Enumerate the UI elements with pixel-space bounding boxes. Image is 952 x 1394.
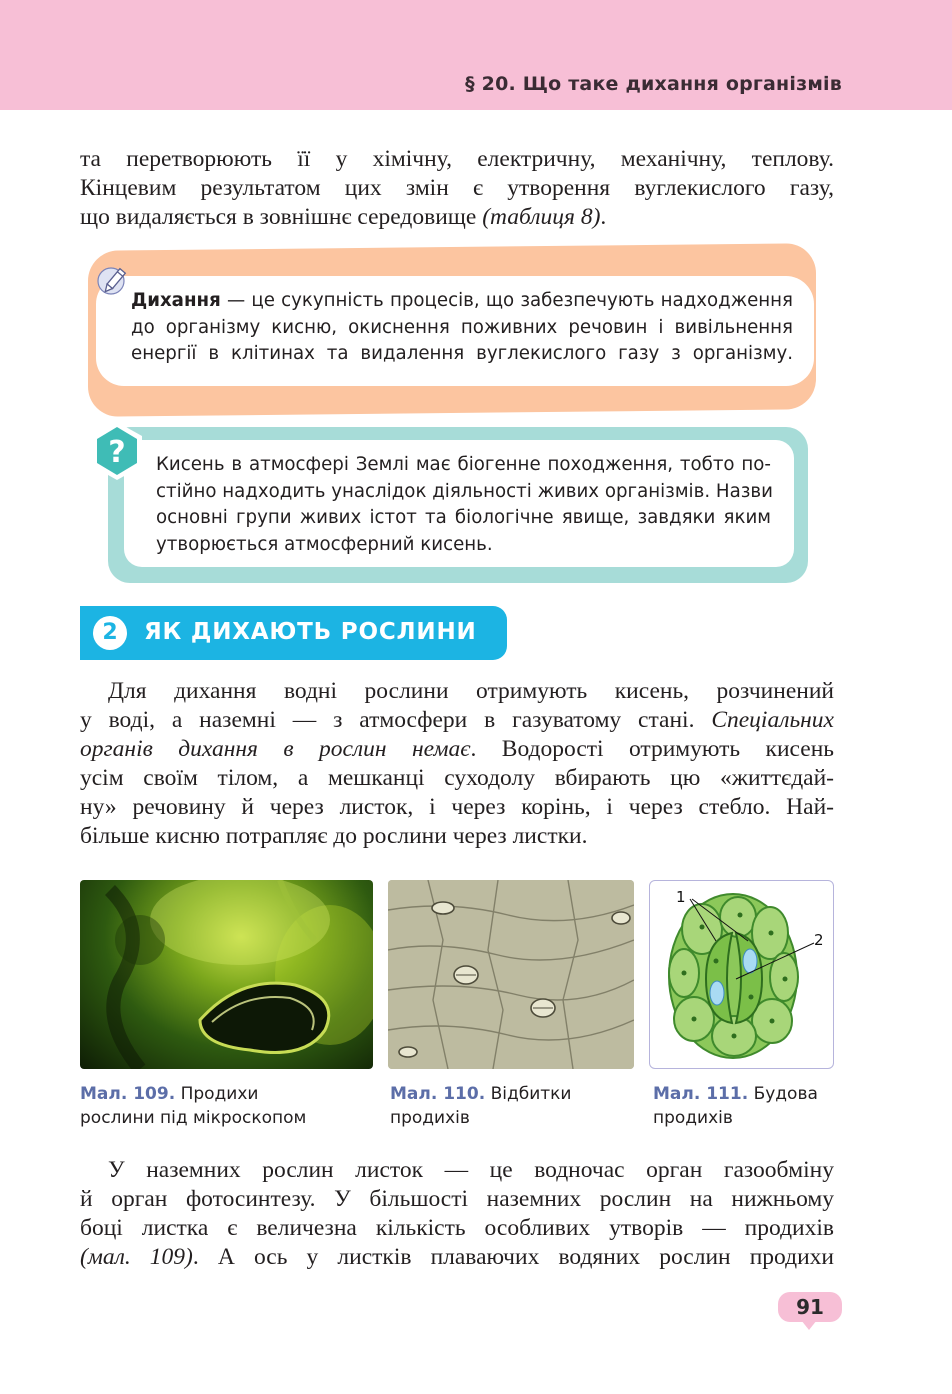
figure-109-caption: Мал. 109. Продихи рослини під мікроскопом xyxy=(80,1084,307,1128)
figure-109-stomata-photo xyxy=(80,880,373,1069)
page-number-tail xyxy=(801,1320,817,1330)
page-header-title: § 20. Що таке дихання організмів xyxy=(465,73,842,95)
question-text: Кисень в атмосфері Землі має біогенне походження, тобто по- стійно надходить унаслідок діяльності живих організмів. Назви основні групи живих істот та біологічне явище, завдяки яким утворюється атмосферний кисень. xyxy=(156,454,773,555)
definition-term: Дихання xyxy=(131,290,221,311)
figure-111-caption: Мал. 111. Будова продихів xyxy=(653,1084,818,1128)
definition-text: Дихання — це сукупність процесів, що забезпечують надходження до організму кисню, окиснення поживних речовин і вивільнення енергії в клітинах та видалення вуглекислого газу з організму. xyxy=(131,290,793,364)
figure-111-stomata-diagram xyxy=(649,880,834,1069)
pencil-icon xyxy=(97,265,131,299)
figure-reference: (мал. 109) xyxy=(80,1244,193,1270)
table-reference: (таблиця 8) xyxy=(482,204,601,230)
section-number: 2 xyxy=(93,616,127,650)
text-line: що видаляється в зовнішнє середовище (таблиця 8). xyxy=(80,204,607,230)
text-line: та перетворюють її у хімічну, електричну, механічну, теплову. xyxy=(80,146,834,172)
figure-110-caption: Мал. 110. Відбитки продихів xyxy=(390,1084,572,1128)
callout-1: 1 xyxy=(676,888,686,906)
figure-110-stomata-imprint xyxy=(388,880,634,1069)
page-number: 91 xyxy=(778,1292,842,1322)
body-paragraph-1: Для дихання водні рослини отримують кисень, розчинений у воді, а наземні — з атмосфери в газуватому стані. Спеціальних органів дихання в рослин немає. Водорості отримують кисень усім своїм тілом, а мешканці суходолу вбирають цю «життєдай- ну» речовину й через листок, і через корінь, і через стебло. Най- більше кисню потрапляє до рослини через листки. xyxy=(80,678,834,849)
section-title: ЯК ДИХАЮТЬ РОСЛИНИ xyxy=(144,619,477,645)
text-line: Кінцевим результатом цих змін є утворення вуглекислого газу, xyxy=(80,175,834,201)
callout-2: 2 xyxy=(814,931,824,949)
question-icon xyxy=(86,420,148,482)
question-mark: ? xyxy=(108,435,126,470)
body-paragraph-2: У наземних рослин листок — це водночас орган газообміну й орган фотосинтезу. У більшості наземних рослин на нижньому боці листка є величезна кількість особливих утворів — продихів (мал. 109). А ось у листків плаваючих водяних рослин продихи xyxy=(80,1157,834,1270)
intro-paragraph xyxy=(80,145,834,232)
